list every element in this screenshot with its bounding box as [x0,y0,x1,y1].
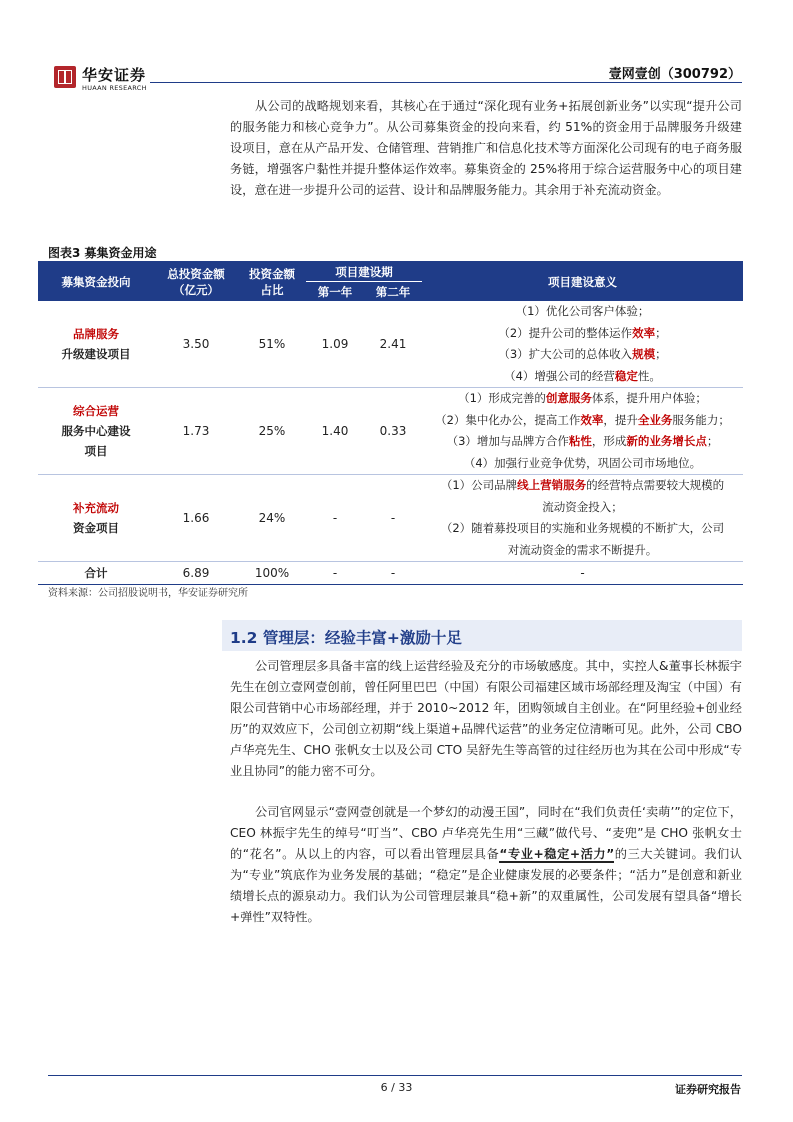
intro-paragraph: 从公司的战略规划来看，其核心在于通过“深化现有业务+拓展创新业务”以实现“提升公司的服务能力和核心竞争力”。从公司募集资金的投向来看，约 51%的资金用于品牌服务升级建设项目，意在从产品开发、仓储管理、营销推广和信息化技术等方面深化公司现有的电子商务服务链，增强客户黏性并提升整体运作效率。募集资金的 25%将用于综合运营服务中心的项目建设，意在进一步提升公司的运营、设计和品牌服务能力。其余用于补充流动资金。 [230,99,742,197]
row-ratio: 51% [238,301,306,388]
sig-text: 服务能力； [672,412,730,427]
sig-highlight: 稳定 [614,368,638,383]
sig-line [422,475,743,497]
footer-divider [48,1075,742,1076]
row-name-red: 补充流动 [73,501,119,515]
sig-highlight: 线上营销服务 [517,478,587,492]
sig-text: 性。 [637,368,661,383]
sig-line: 对流动资金的需求不断提升。 [507,542,658,557]
sig-line: （1）优化公司客户体验； [515,304,650,318]
row-name [38,475,154,562]
sig-text: （1）公司品牌 [440,478,518,492]
header-direction: 募集资金投向 [38,262,154,301]
header-total-line1: 总投资金额 [167,266,225,281]
figure-source: 资料来源：公司招股说明书，华安证券研究所 [48,588,248,599]
page-number: 6 / 33 [380,1081,413,1094]
sig-line: （2）随着募投项目的实施和业务规模的不断扩大，公司 [440,521,725,535]
paragraph-text: 公司官网显示“壹网壹创就是一个梦幻的动漫王国”，同时在“我们负责任‘卖萌’”的定位下，CEO 林振宇先生的绰号“叮当”、CBO 卢华亮先生用“三藏”做代号、“麦兜”是 CHO 张帆女士的“花名”。从以上的内容，可以看出管理层具备 [230,805,742,861]
sig-line [422,388,743,410]
header-total [154,262,238,301]
total-label: 合计 [38,562,154,585]
row-significance [422,388,743,475]
header-ratio [238,262,306,301]
row-total: 1.66 [154,475,238,562]
row-total: 1.73 [154,388,238,475]
sig-text: ； [655,325,667,340]
sig-highlight: 粘性 [568,434,592,448]
sig-line [422,431,743,453]
sig-line [422,410,743,432]
sig-line [422,323,743,345]
sig-line [422,344,743,366]
brand-name: 华安证券 [82,66,147,84]
sig-text: ； [706,434,719,448]
header-year1: 第一年 [306,282,364,302]
sig-highlight: 效率 [632,325,656,340]
brand-english: HUAAN RESEARCH [82,84,147,92]
table-total-row [38,562,743,585]
sig-text: 的经营特点需要较大规模的 [586,478,725,492]
total-significance: - [422,562,743,585]
sig-highlight: 效率 [580,412,604,427]
sig-text: 体系，提升用户体验； [591,391,707,405]
sig-highlight: 全业务 [637,412,673,427]
sig-line: 流动资金投入； [542,499,623,514]
row-ratio: 25% [238,388,306,475]
row-significance [422,475,743,562]
sig-text: ，形成 [591,434,627,448]
row-ratio: 24% [238,475,306,562]
header-significance: 项目建设意义 [422,262,743,301]
header-total-line2: （亿元） [173,282,219,297]
header-period: 项目建设期 [306,262,422,282]
paragraph-text: 的三大关键词。我们认为“专业”筑底作为业务发展的基础；“稳定”是企业健康发展的必要条件；“活力”是创意和新业绩增长点的源泉动力。我们认为公司管理层兼具“稳+新”的双重属性，公司发展有望具备“增长+弹性”双特性。 [230,847,742,924]
row-year1: 1.40 [306,388,364,475]
section-title: 1.2 管理层：经验丰富+激励十足 [230,629,462,647]
sig-text: （2）提升公司的整体运作 [498,325,633,340]
row-name-black: 项目 [84,444,108,458]
sig-text: （4）增强公司的经营 [504,368,615,383]
row-year2: 2.41 [364,301,422,388]
keywords-highlight: “专业+稳定+活力” [499,847,615,861]
section-paragraph-1: 公司管理层多具备丰富的线上运营经验及充分的市场敏感度。其中，实控人&董事长林振宇先生在创立壹网壹创前，曾任阿里巴巴（中国）有限公司福建区域市场部经理及淘宝（中国）有限公司营销中心市场部经理，并于 2010~2012 年，团购领域自主创业。在“阿里经验+创业经历”的双效应下，公司创立初期“线上渠道+品牌代运营”的业务定位清晰可见。此外，公司 CBO 卢华亮先生、CHO 张帆女士以及公司 CTO 吴舒先生等高管的过往经历也为其在公司中形成“专业且协同”的能力密不可分。 [230,659,743,778]
sig-text: （1）形成完善的 [458,391,546,405]
total-year1: - [306,562,364,585]
row-year1: 1.09 [306,301,364,388]
sig-text: （2）集中化办公，提高工作 [435,412,581,427]
logo-icon [54,66,76,88]
row-significance [422,301,743,388]
sig-line: （4）加强行业竞争优势，巩固公司市场地位。 [463,455,702,470]
row-name [38,388,154,475]
row-year2: 0.33 [364,388,422,475]
row-total: 3.50 [154,301,238,388]
total-ratio: 100% [238,562,306,585]
sig-text: ； [655,347,667,361]
report-title: 壹网壹创（300792） [608,67,741,82]
table-row [38,475,743,562]
sig-highlight: 新的业务增长点 [626,434,707,448]
header-ratio-line2: 占比 [260,282,284,297]
row-name-black: 资金项目 [73,521,119,535]
section-paragraph-2 [230,802,742,928]
header-year2: 第二年 [364,282,422,302]
figure-title: 图表3 募集资金用途 [48,246,157,260]
sig-text: （3）扩大公司的总体收入 [498,347,633,361]
total-year2: - [364,562,422,585]
row-year2: - [364,475,422,562]
total-amount: 6.89 [154,562,238,585]
row-name-black: 升级建设项目 [61,347,131,361]
sig-text: ，提升 [603,412,638,427]
row-year1: - [306,475,364,562]
header-ratio-line1: 投资金额 [249,266,295,281]
sig-highlight: 创意服务 [545,391,592,405]
row-name-red: 品牌服务 [73,327,119,341]
sig-highlight: 规模 [632,347,656,361]
sig-line [422,366,743,388]
header-divider [150,82,742,83]
sig-text: （3）增加与品牌方合作 [446,434,569,448]
row-name-black: 服务中心建设 [61,424,131,438]
funds-usage-table [38,262,743,585]
row-name-red: 综合运营 [73,404,119,418]
row-name [38,301,154,388]
table-row [38,301,743,388]
footer-label: 证券研究报告 [675,1083,741,1096]
table-row [38,388,743,475]
